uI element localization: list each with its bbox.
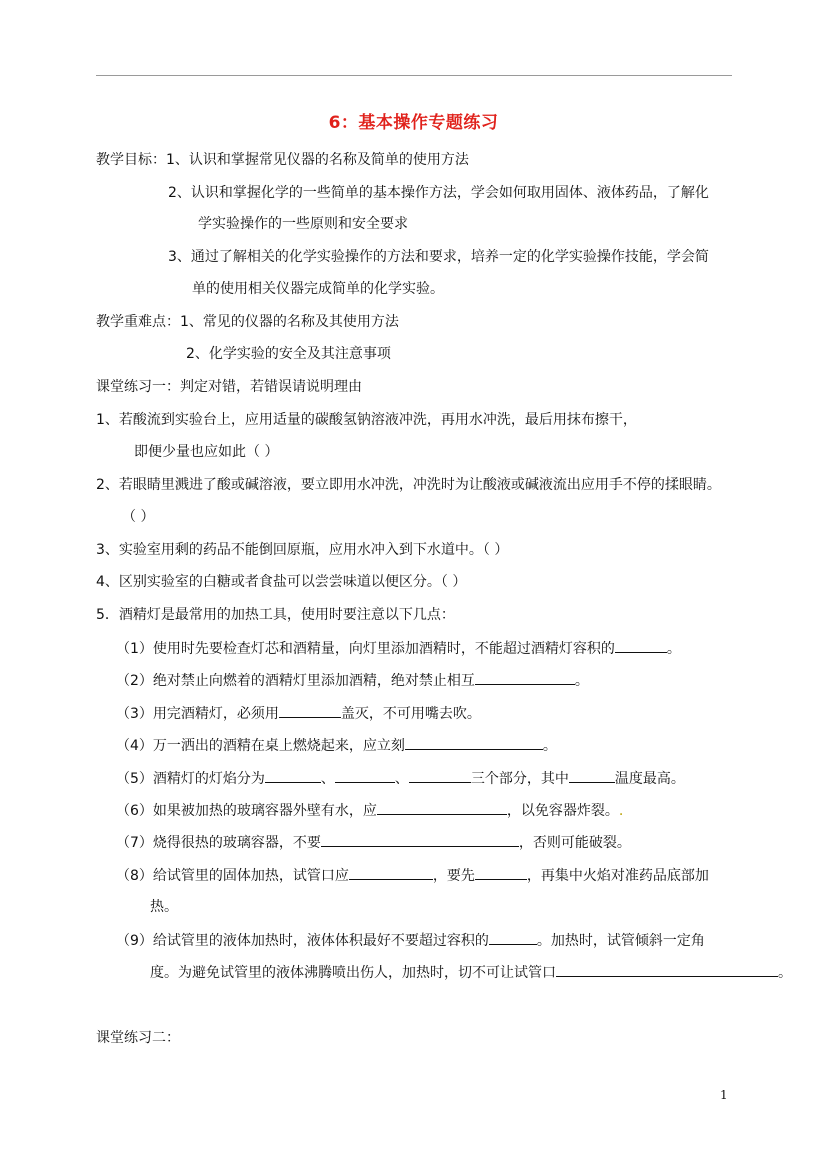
answer-blank[interactable] (569, 768, 615, 783)
objectives-line-2b: 学实验操作的一些原则和安全要求 (198, 216, 408, 232)
answer-blank[interactable] (321, 832, 519, 847)
objectives-line-3: 3、通过了解相关的化学实验操作的方法和要求，培养一定的化学实验操作技能，学会简 (168, 249, 709, 265)
page-title: 6：基本操作专题练习 (328, 113, 499, 133)
subitem-1: （1）使用时先要检查灯芯和酒精量，向灯里添加酒精时，不能超过酒精灯容积的 。 (116, 638, 681, 659)
question-3: 3、实验室用剩的药品不能倒回原瓶，应用水冲入到下水道中。（ ） (96, 542, 509, 558)
subitem-4: （4）万一洒出的酒精在桌上燃烧起来，应立刻 。 (116, 735, 557, 756)
subitem-7: （7）烧得很热的玻璃容器，不要 ，否则可能破裂。 (116, 832, 631, 853)
answer-blank[interactable] (489, 930, 537, 945)
objectives-line-3b: 单的使用相关仪器完成简单的化学实验。 (192, 281, 444, 297)
subitem-2: （2）绝对禁止向燃着的酒精灯里添加酒精，绝对禁止相互 。 (116, 670, 589, 691)
question-2: 2、若眼睛里溅进了酸或碱溶液，要立即用水冲洗，冲洗时为让酸液或碱液流出应用手不停的揉眼睛。 (96, 477, 721, 493)
objectives-line-2: 2、认识和掌握化学的一些简单的基本操作方法，学会如何取用固体、液体药品，了解化 (168, 185, 709, 201)
answer-blank[interactable] (265, 768, 321, 783)
answer-blank[interactable] (615, 638, 667, 653)
objectives-line-1: 教学目标：1、认识和掌握常见仪器的名称及简单的使用方法 (96, 152, 469, 168)
subitem-9: （9）给试管里的液体加热时，液体体积最好不要超过容积的 。加热时，试管倾斜一定角 (116, 930, 705, 951)
stray-dot: . (618, 803, 624, 819)
answer-blank[interactable] (335, 768, 395, 783)
answer-blank[interactable] (377, 800, 507, 815)
header-rule (96, 75, 732, 76)
answer-blank[interactable] (349, 865, 433, 880)
subitem-5: （5）酒精灯的灯焰分为 、 、 三个部分，其中 温度最高。 (116, 768, 685, 789)
question-4: 4、区别实验室的白糖或者食盐可以尝尝味道以便区分。（ ） (96, 574, 467, 590)
question-1: 1、若酸流到实验台上，应用适量的碳酸氢钠溶液冲洗，再用水冲洗，最后用抹布擦干， (96, 412, 637, 428)
subitem-3: （3）用完酒精灯，必须用 盖灭，不可用嘴去吹。 (116, 703, 481, 724)
question-5: 5．酒精灯是最常用的加热工具，使用时要注意以下几点： (96, 607, 455, 623)
question-1-cont: 即便少量也应如此（ ） (134, 444, 279, 460)
exercise2-heading: 课堂练习二： (96, 1030, 180, 1046)
page-number: 1 (720, 1088, 728, 1102)
key-points-line-2: 2、化学实验的安全及其注意事项 (186, 346, 391, 362)
subitem-6: （6）如果被加热的玻璃容器外壁有水，应 ，以免容器炸裂。. (116, 800, 623, 821)
subitem-8: （8）给试管里的固体加热，试管口应 ，要先 ，再集中火焰对准药品底部加 (116, 865, 709, 886)
subitem-8-cont: 热。 (150, 899, 178, 915)
answer-blank[interactable] (405, 735, 543, 750)
answer-blank[interactable] (556, 962, 778, 977)
answer-blank[interactable] (279, 703, 341, 718)
exercise1-heading: 课堂练习一：判定对错，若错误请说明理由 (96, 379, 362, 395)
key-points-line-1: 教学重难点：1、常见的仪器的名称及其使用方法 (96, 314, 399, 330)
answer-blank[interactable] (409, 768, 471, 783)
objectives-label: 教学目标： (96, 152, 166, 168)
answer-blank[interactable] (475, 865, 527, 880)
key-points-label: 教学重难点： (96, 314, 180, 330)
question-2-cont: （ ） (122, 509, 155, 525)
subitem-9-cont: 度。为避免试管里的液体沸腾喷出伤人，加热时，切不可让试管口 。 (150, 962, 792, 983)
answer-blank[interactable] (475, 670, 575, 685)
